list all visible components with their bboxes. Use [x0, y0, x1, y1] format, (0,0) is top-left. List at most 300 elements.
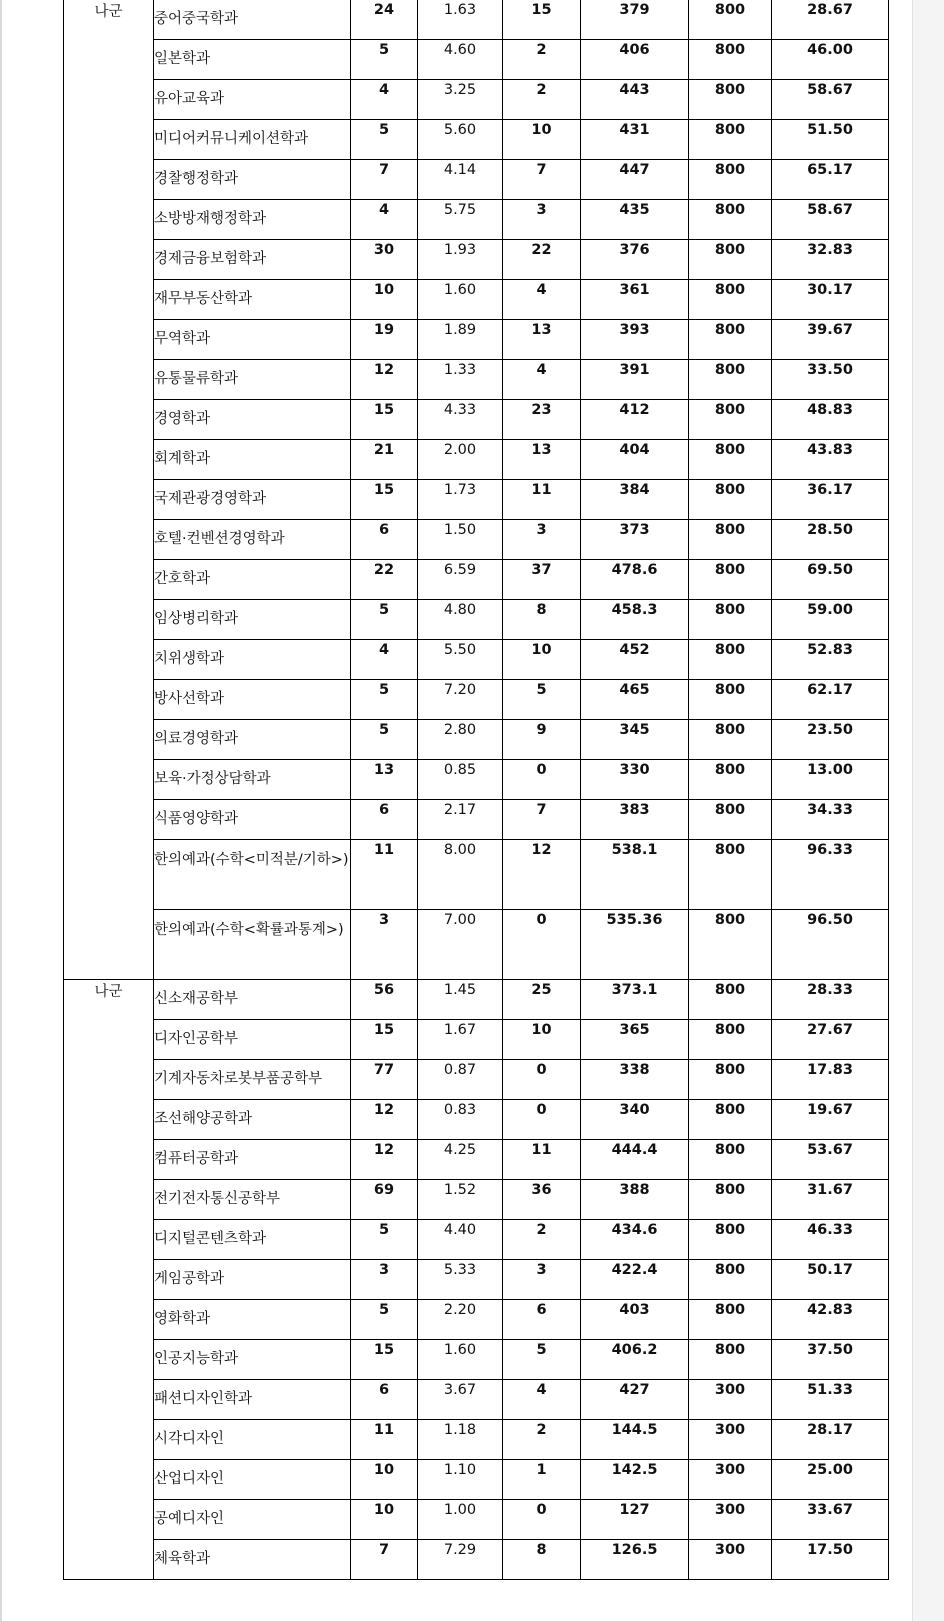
- competition-rate-cell-value: 5.75: [443, 202, 477, 218]
- competition-rate-cell: [418, 1260, 503, 1300]
- table-row: [64, 1020, 889, 1060]
- percentile-cell: [772, 1100, 889, 1140]
- percentile-cell-value: 48.83: [807, 402, 853, 418]
- dept-cell: 식품영양학과: [154, 800, 351, 840]
- competition-rate-cell-value: 0.85: [443, 762, 477, 778]
- score-cell-value: 447: [619, 162, 650, 178]
- table-row: [64, 680, 889, 720]
- waitlist-cell-value: 10: [531, 1022, 552, 1038]
- score-cell: [581, 0, 689, 40]
- recruit-count-cell-value: 11: [373, 1422, 395, 1438]
- full-score-cell: [689, 1100, 772, 1140]
- recruit-count-cell: [351, 240, 418, 280]
- recruit-count-cell-value: 5: [378, 1302, 390, 1318]
- score-cell: [581, 160, 689, 200]
- recruit-count-cell-value: 15: [373, 1342, 395, 1358]
- score-cell: [581, 1060, 689, 1100]
- dept-cell: 영화학과: [154, 1300, 351, 1340]
- competition-rate-cell: [418, 120, 503, 160]
- waitlist-cell: [503, 720, 581, 760]
- full-score-cell-value: 800: [714, 242, 746, 258]
- waitlist-cell-value: 13: [531, 442, 552, 458]
- full-score-cell: [689, 1060, 772, 1100]
- score-cell-value: 144.5: [611, 1422, 658, 1438]
- full-score-cell: [689, 640, 772, 680]
- percentile-cell: [772, 320, 889, 360]
- recruit-count-cell: [351, 400, 418, 440]
- waitlist-cell: [503, 1140, 581, 1180]
- full-score-cell: [689, 910, 772, 980]
- waitlist-cell-value: 4: [536, 362, 547, 378]
- dept-cell: 산업디자인: [154, 1460, 351, 1500]
- score-cell-value: 458.3: [611, 602, 658, 618]
- dept-cell: 의료경영학과: [154, 720, 351, 760]
- table-row: [64, 640, 889, 680]
- percentile-cell: [772, 720, 889, 760]
- full-score-cell-value: 800: [714, 82, 746, 98]
- percentile-cell: [772, 80, 889, 120]
- recruit-count-cell: [351, 520, 418, 560]
- table-row: [64, 160, 889, 200]
- percentile-cell-value: 28.33: [807, 982, 853, 998]
- score-cell-value: 535.36: [606, 912, 663, 928]
- score-cell: [581, 1220, 689, 1260]
- score-cell: [581, 320, 689, 360]
- competition-rate-cell: [418, 1460, 503, 1500]
- waitlist-cell-value: 25: [531, 982, 552, 998]
- competition-rate-cell: [418, 1140, 503, 1180]
- waitlist-cell-value: 3: [536, 202, 547, 218]
- percentile-cell-value: 69.50: [807, 562, 853, 578]
- score-cell-value: 376: [619, 242, 650, 258]
- percentile-cell: [772, 1260, 889, 1300]
- waitlist-cell: [503, 160, 581, 200]
- percentile-cell-value: 46.33: [807, 1222, 853, 1238]
- waitlist-cell: [503, 280, 581, 320]
- full-score-cell-value: 800: [714, 2, 746, 18]
- competition-rate-cell-value: 4.14: [443, 162, 477, 178]
- recruit-count-cell-value: 4: [378, 82, 390, 98]
- score-cell: [581, 980, 689, 1020]
- recruit-count-cell: [351, 760, 418, 800]
- dept-cell: 전기전자통신공학부: [154, 1180, 351, 1220]
- score-cell-value: 443: [619, 82, 650, 98]
- percentile-cell: [772, 1300, 889, 1340]
- recruit-count-cell: [351, 1460, 418, 1500]
- table-row: [64, 1500, 889, 1540]
- recruit-count-cell-value: 10: [373, 1462, 395, 1478]
- score-cell: [581, 1420, 689, 1460]
- recruit-count-cell: [351, 1260, 418, 1300]
- full-score-cell: [689, 40, 772, 80]
- recruit-count-cell-value: 4: [378, 642, 390, 658]
- percentile-cell-value: 19.67: [807, 1102, 853, 1118]
- waitlist-cell-value: 2: [536, 82, 547, 98]
- waitlist-cell: [503, 0, 581, 40]
- table-row: [64, 40, 889, 80]
- score-cell-value: 427: [619, 1382, 650, 1398]
- waitlist-cell: [503, 640, 581, 680]
- waitlist-cell: [503, 680, 581, 720]
- recruit-count-cell: [351, 1420, 418, 1460]
- full-score-cell: [689, 280, 772, 320]
- score-cell: [581, 120, 689, 160]
- dept-cell: 조선해양공학과: [154, 1100, 351, 1140]
- waitlist-cell-value: 0: [536, 1102, 547, 1118]
- table-row: [64, 360, 889, 400]
- full-score-cell-value: 800: [714, 1302, 746, 1318]
- recruit-count-cell: [351, 720, 418, 760]
- table-row: [64, 1260, 889, 1300]
- waitlist-cell-value: 2: [536, 1222, 547, 1238]
- full-score-cell: [689, 1460, 772, 1500]
- percentile-cell: [772, 680, 889, 720]
- dept-cell: 임상병리학과: [154, 600, 351, 640]
- dept-cell: 디자인공학부: [154, 1020, 351, 1060]
- waitlist-cell: [503, 120, 581, 160]
- percentile-cell-value: 58.67: [807, 202, 853, 218]
- percentile-cell-value: 62.17: [807, 682, 853, 698]
- waitlist-cell: [503, 1300, 581, 1340]
- competition-rate-cell: [418, 560, 503, 600]
- competition-rate-cell-value: 4.40: [443, 1222, 477, 1238]
- full-score-cell: [689, 760, 772, 800]
- percentile-cell-value: 39.67: [807, 322, 853, 338]
- full-score-cell-value: 800: [714, 1142, 746, 1158]
- competition-rate-cell-value: 0.87: [443, 1062, 477, 1078]
- waitlist-cell: [503, 40, 581, 80]
- scrollbar-track[interactable]: [912, 0, 944, 1621]
- dept-cell: 치위생학과: [154, 640, 351, 680]
- table-row: [64, 560, 889, 600]
- competition-rate-cell-value: 5.33: [443, 1262, 477, 1278]
- waitlist-cell: [503, 440, 581, 480]
- percentile-cell-value: 96.50: [807, 912, 853, 928]
- competition-rate-cell: [418, 760, 503, 800]
- dept-cell: 소방방재행정학과: [154, 200, 351, 240]
- dept-cell: 경제금융보험학과: [154, 240, 351, 280]
- recruit-count-cell-value: 56: [373, 982, 395, 998]
- table-row: [64, 400, 889, 440]
- competition-rate-cell: [418, 520, 503, 560]
- score-cell-value: 379: [619, 2, 650, 18]
- competition-rate-cell: [418, 1180, 503, 1220]
- dept-cell: 한의예과(수학<확률과통계>): [154, 910, 351, 980]
- competition-rate-cell: [418, 1380, 503, 1420]
- score-cell-value: 384: [619, 482, 650, 498]
- table-row: [64, 480, 889, 520]
- group-cell: 나군: [64, 980, 154, 1580]
- table-row: [64, 1220, 889, 1260]
- waitlist-cell: [503, 520, 581, 560]
- percentile-cell-value: 28.50: [807, 522, 853, 538]
- waitlist-cell-value: 15: [531, 2, 552, 18]
- recruit-count-cell: [351, 1500, 418, 1540]
- percentile-cell: [772, 1060, 889, 1100]
- percentile-cell: [772, 480, 889, 520]
- percentile-cell-value: 31.67: [807, 1182, 853, 1198]
- waitlist-cell-value: 10: [531, 642, 552, 658]
- full-score-cell: [689, 120, 772, 160]
- competition-rate-cell: [418, 400, 503, 440]
- recruit-count-cell-value: 7: [378, 1542, 390, 1558]
- percentile-cell-value: 58.67: [807, 82, 853, 98]
- competition-rate-cell-value: 1.73: [443, 482, 477, 498]
- waitlist-cell: [503, 1180, 581, 1220]
- competition-rate-cell-value: 6.59: [443, 562, 477, 578]
- percentile-cell: [772, 760, 889, 800]
- full-score-cell: [689, 980, 772, 1020]
- dept-cell: 미디어커뮤니케이션학과: [154, 120, 351, 160]
- dept-cell: 무역학과: [154, 320, 351, 360]
- score-cell-value: 452: [619, 642, 650, 658]
- percentile-cell: [772, 1340, 889, 1380]
- table-row: [64, 120, 889, 160]
- score-cell-value: 406: [619, 42, 650, 58]
- score-cell: [581, 1180, 689, 1220]
- recruit-count-cell-value: 77: [373, 1062, 395, 1078]
- recruit-count-cell-value: 24: [373, 2, 395, 18]
- score-cell-value: 142.5: [611, 1462, 658, 1478]
- score-cell-value: 338: [619, 1062, 650, 1078]
- full-score-cell-value: 800: [714, 122, 746, 138]
- competition-rate-cell: [418, 0, 503, 40]
- recruit-count-cell: [351, 1540, 418, 1580]
- dept-cell: 방사선학과: [154, 680, 351, 720]
- competition-rate-cell: [418, 480, 503, 520]
- full-score-cell-value: 800: [714, 912, 746, 928]
- full-score-cell-value: 800: [714, 642, 746, 658]
- score-cell: [581, 640, 689, 680]
- full-score-cell-value: 800: [714, 42, 746, 58]
- recruit-count-cell: [351, 1140, 418, 1180]
- full-score-cell-value: 800: [714, 602, 746, 618]
- competition-rate-cell-value: 8.00: [443, 842, 477, 858]
- percentile-cell: [772, 1540, 889, 1580]
- table-row: [64, 1300, 889, 1340]
- competition-rate-cell: [418, 910, 503, 980]
- dept-cell: 유아교육과: [154, 80, 351, 120]
- recruit-count-cell: [351, 1220, 418, 1260]
- competition-rate-cell: [418, 160, 503, 200]
- full-score-cell: [689, 1300, 772, 1340]
- recruit-count-cell-value: 5: [378, 722, 390, 738]
- full-score-cell-value: 800: [714, 202, 746, 218]
- dept-cell: 한의예과(수학<미적분/기하>): [154, 840, 351, 910]
- waitlist-cell-value: 7: [536, 802, 547, 818]
- recruit-count-cell: [351, 440, 418, 480]
- percentile-cell-value: 25.00: [807, 1462, 853, 1478]
- full-score-cell: [689, 560, 772, 600]
- dept-cell: 컴퓨터공학과: [154, 1140, 351, 1180]
- recruit-count-cell: [351, 360, 418, 400]
- score-cell-value: 365: [619, 1022, 650, 1038]
- score-cell: [581, 1500, 689, 1540]
- percentile-cell-value: 59.00: [807, 602, 853, 618]
- table-row: [64, 1420, 889, 1460]
- competition-rate-cell-value: 7.00: [443, 912, 477, 928]
- competition-rate-cell: [418, 980, 503, 1020]
- competition-rate-cell: [418, 40, 503, 80]
- competition-rate-cell-value: 1.89: [443, 322, 477, 338]
- full-score-cell-value: 800: [714, 1262, 746, 1278]
- competition-rate-cell: [418, 80, 503, 120]
- score-cell: [581, 400, 689, 440]
- table-row: [64, 0, 889, 40]
- full-score-cell-value: 800: [714, 162, 746, 178]
- full-score-cell: [689, 840, 772, 910]
- waitlist-cell-value: 2: [536, 1422, 547, 1438]
- score-cell-value: 345: [619, 722, 650, 738]
- percentile-cell-value: 32.83: [807, 242, 853, 258]
- competition-rate-cell: [418, 600, 503, 640]
- dept-cell: 경찰행정학과: [154, 160, 351, 200]
- score-cell-value: 391: [619, 362, 650, 378]
- recruit-count-cell: [351, 980, 418, 1020]
- dept-cell: 신소재공학부: [154, 980, 351, 1020]
- table-row: [64, 760, 889, 800]
- competition-rate-cell-value: 1.93: [443, 242, 477, 258]
- full-score-cell: [689, 240, 772, 280]
- dept-cell: 체육학과: [154, 1540, 351, 1580]
- waitlist-cell: [503, 1100, 581, 1140]
- full-score-cell-value: 800: [714, 362, 746, 378]
- competition-rate-cell-value: 4.33: [443, 402, 477, 418]
- score-cell: [581, 40, 689, 80]
- table-row: [64, 1380, 889, 1420]
- competition-rate-cell-value: 4.80: [443, 602, 477, 618]
- full-score-cell-value: 800: [714, 1182, 746, 1198]
- table-row: [64, 520, 889, 560]
- waitlist-cell: [503, 1460, 581, 1500]
- score-cell-value: 422.4: [611, 1262, 658, 1278]
- competition-rate-cell: [418, 680, 503, 720]
- full-score-cell: [689, 1420, 772, 1460]
- recruit-count-cell: [351, 320, 418, 360]
- table-row: [64, 1060, 889, 1100]
- full-score-cell: [689, 480, 772, 520]
- dept-cell: 호텔·컨벤션경영학과: [154, 520, 351, 560]
- recruit-count-cell: [351, 1020, 418, 1060]
- waitlist-cell: [503, 320, 581, 360]
- full-score-cell: [689, 1180, 772, 1220]
- full-score-cell: [689, 80, 772, 120]
- recruit-count-cell: [351, 200, 418, 240]
- score-cell: [581, 760, 689, 800]
- waitlist-cell-value: 4: [536, 1382, 547, 1398]
- waitlist-cell-value: 13: [531, 322, 552, 338]
- competition-rate-cell: [418, 640, 503, 680]
- percentile-cell: [772, 440, 889, 480]
- waitlist-cell-value: 8: [536, 1542, 547, 1558]
- percentile-cell-value: 42.83: [807, 1302, 853, 1318]
- score-cell: [581, 910, 689, 980]
- waitlist-cell: [503, 80, 581, 120]
- full-score-cell: [689, 1540, 772, 1580]
- competition-rate-cell: [418, 1340, 503, 1380]
- table-row: [64, 1100, 889, 1140]
- recruit-count-cell-value: 6: [378, 1382, 390, 1398]
- recruit-count-cell: [351, 1100, 418, 1140]
- score-cell: [581, 80, 689, 120]
- score-cell: [581, 1300, 689, 1340]
- percentile-cell: [772, 640, 889, 680]
- recruit-count-cell-value: 6: [378, 802, 390, 818]
- waitlist-cell-value: 0: [536, 1502, 547, 1518]
- recruit-count-cell: [351, 1340, 418, 1380]
- waitlist-cell: [503, 400, 581, 440]
- full-score-cell-value: 300: [714, 1542, 746, 1558]
- percentile-cell-value: 65.17: [807, 162, 853, 178]
- waitlist-cell: [503, 240, 581, 280]
- competition-rate-cell: [418, 320, 503, 360]
- competition-rate-cell-value: 2.20: [443, 1302, 477, 1318]
- full-score-cell: [689, 0, 772, 40]
- percentile-cell: [772, 910, 889, 980]
- score-cell: [581, 840, 689, 910]
- full-score-cell: [689, 1140, 772, 1180]
- score-cell-value: 412: [619, 402, 650, 418]
- percentile-cell: [772, 800, 889, 840]
- score-cell: [581, 1020, 689, 1060]
- full-score-cell-value: 800: [714, 402, 746, 418]
- full-score-cell-value: 800: [714, 282, 746, 298]
- recruit-count-cell-value: 19: [373, 322, 395, 338]
- full-score-cell-value: 800: [714, 982, 746, 998]
- full-score-cell: [689, 160, 772, 200]
- competition-rate-cell: [418, 360, 503, 400]
- waitlist-cell: [503, 1340, 581, 1380]
- dept-cell: 기계자동차로봇부품공학부: [154, 1060, 351, 1100]
- percentile-cell: [772, 240, 889, 280]
- recruit-count-cell: [351, 560, 418, 600]
- waitlist-cell-value: 36: [531, 1182, 552, 1198]
- recruit-count-cell-value: 15: [373, 482, 395, 498]
- full-score-cell: [689, 320, 772, 360]
- score-cell-value: 435: [619, 202, 650, 218]
- waitlist-cell: [503, 760, 581, 800]
- full-score-cell-value: 800: [714, 562, 746, 578]
- full-score-cell-value: 800: [714, 522, 746, 538]
- dept-cell: 게임공학과: [154, 1260, 351, 1300]
- waitlist-cell: [503, 560, 581, 600]
- waitlist-cell-value: 8: [536, 602, 547, 618]
- percentile-cell: [772, 1460, 889, 1500]
- full-score-cell-value: 800: [714, 442, 746, 458]
- recruit-count-cell-value: 5: [378, 42, 390, 58]
- dept-cell: 인공지능학과: [154, 1340, 351, 1380]
- full-score-cell-value: 300: [714, 1422, 746, 1438]
- table-row: [64, 1140, 889, 1180]
- percentile-cell: [772, 40, 889, 80]
- recruit-count-cell-value: 5: [378, 602, 390, 618]
- score-cell: [581, 1260, 689, 1300]
- score-cell: [581, 200, 689, 240]
- recruit-count-cell-value: 10: [373, 1502, 395, 1518]
- waitlist-cell-value: 0: [536, 1062, 547, 1078]
- competition-rate-cell-value: 1.63: [443, 2, 477, 18]
- competition-rate-cell-value: 1.10: [443, 1462, 477, 1478]
- score-cell: [581, 600, 689, 640]
- table-row: [64, 240, 889, 280]
- percentile-cell: [772, 600, 889, 640]
- competition-rate-cell-value: 5.50: [443, 642, 477, 658]
- recruit-count-cell: [351, 0, 418, 40]
- percentile-cell-value: 37.50: [807, 1342, 853, 1358]
- waitlist-cell: [503, 600, 581, 640]
- waitlist-cell-value: 11: [531, 482, 552, 498]
- recruit-count-cell: [351, 910, 418, 980]
